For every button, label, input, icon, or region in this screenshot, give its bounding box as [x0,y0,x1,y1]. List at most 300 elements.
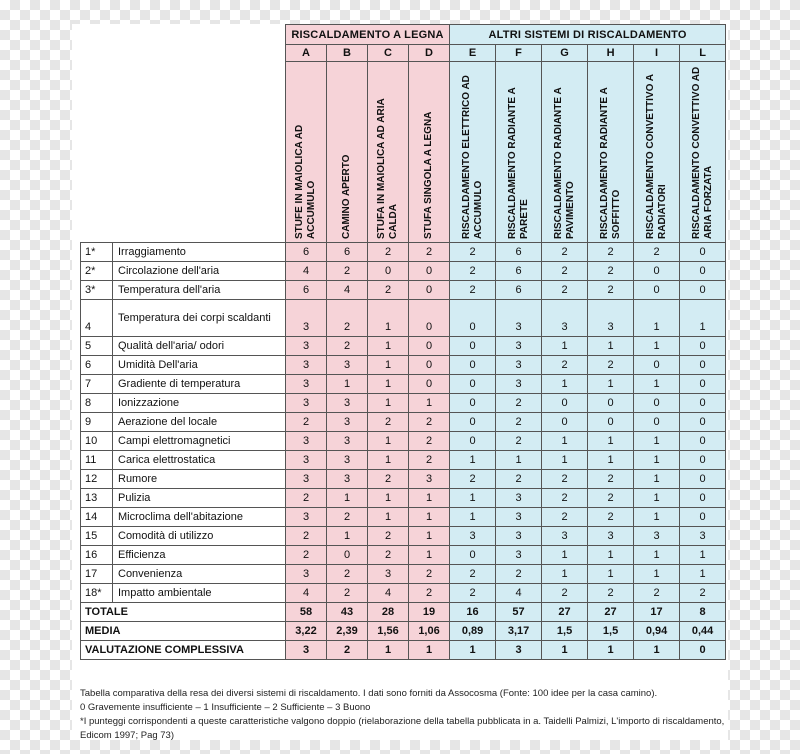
score-cell: 0 [450,356,496,375]
score-cell: 1 [409,527,450,546]
score-cell: 3 [634,527,680,546]
score-cell: 1 [634,546,680,565]
score-cell: 2 [542,243,588,262]
score-cell: 2 [286,413,327,432]
column-letter-c: C [368,45,409,62]
score-cell: 1 [634,337,680,356]
score-cell: 2 [368,413,409,432]
score-cell: 1 [588,451,634,470]
score-cell: 0 [450,413,496,432]
criterion-label: Rumore [113,470,286,489]
summary-value: 3,17 [496,622,542,641]
score-cell: 0 [680,243,726,262]
score-cell: 2 [588,508,634,527]
criterion-label: Pulizia [113,489,286,508]
row-number: 6 [81,356,113,375]
score-cell: 0 [680,262,726,281]
criterion-label: Temperatura dei corpi scaldanti [113,300,286,337]
summary-value: 2 [327,641,368,660]
table-row [81,565,726,584]
score-cell: 0 [680,337,726,356]
score-cell: 3 [496,546,542,565]
summary-value: 1 [368,641,409,660]
column-header-i [634,62,680,243]
row-number: 11 [81,451,113,470]
table-row [81,300,726,337]
row-number: 7 [81,375,113,394]
row-number: 17 [81,565,113,584]
column-header-h [588,62,634,243]
score-cell: 0 [450,337,496,356]
score-cell: 3 [327,413,368,432]
score-cell: 4 [496,584,542,603]
score-cell: 3 [286,337,327,356]
table-row [81,337,726,356]
column-letter-g: G [542,45,588,62]
row-number: 3* [81,281,113,300]
table-row [81,394,726,413]
score-cell: 2 [542,470,588,489]
score-cell: 2 [542,584,588,603]
score-cell: 0 [634,413,680,432]
score-cell: 1 [368,394,409,413]
score-cell: 3 [286,375,327,394]
column-header-b [327,62,368,243]
score-cell: 0 [450,546,496,565]
row-number: 2* [81,262,113,281]
column-name: CAMINO APERTO [341,154,352,239]
summary-value: 3 [496,641,542,660]
summary-value: 43 [327,603,368,622]
score-cell: 3 [496,375,542,394]
column-header-g [542,62,588,243]
score-cell: 1 [368,489,409,508]
score-cell: 3 [286,432,327,451]
criterion-label: Comodità di utilizzo [113,527,286,546]
score-cell: 4 [327,281,368,300]
score-cell: 0 [588,413,634,432]
score-cell: 1 [634,300,680,337]
score-cell: 3 [588,300,634,337]
criterion-label: Impatto ambientale [113,584,286,603]
score-cell: 3 [588,527,634,546]
score-cell: 1 [409,394,450,413]
column-header-f [496,62,542,243]
score-cell: 2 [286,527,327,546]
column-name: STUFA IN MAIOLICA AD ARIA CALDA [376,98,399,239]
score-cell: 3 [327,451,368,470]
summary-row-media [81,622,726,641]
score-cell: 2 [634,243,680,262]
score-cell: 3 [542,527,588,546]
table-row [81,527,726,546]
score-cell: 0 [680,413,726,432]
score-cell: 6 [496,262,542,281]
score-cell: 0 [680,470,726,489]
score-cell: 2 [409,413,450,432]
score-cell: 1 [634,375,680,394]
score-cell: 1 [542,375,588,394]
score-cell: 1 [542,546,588,565]
summary-value: 1 [542,641,588,660]
summary-value: 1,5 [588,622,634,641]
row-number: 1* [81,243,113,262]
column-name: STUFA SINGOLA A LEGNA [423,111,435,239]
score-cell: 2 [327,565,368,584]
score-cell: 0 [634,394,680,413]
summary-value: 3,22 [286,622,327,641]
group-header-wood: RISCALDAMENTO A LEGNA [286,25,450,45]
score-cell: 2 [496,394,542,413]
score-cell: 2 [327,300,368,337]
score-cell: 1 [588,565,634,584]
score-cell: 0 [680,394,726,413]
column-name: STUFE IN MAIOLICA AD ACCUMULO [294,124,317,239]
score-cell: 1 [368,337,409,356]
row-number: 4 [81,300,113,337]
score-cell: 0 [680,451,726,470]
summary-value: 27 [542,603,588,622]
summary-value: 1 [409,641,450,660]
score-cell: 2 [588,489,634,508]
table-row [81,413,726,432]
score-cell: 2 [409,451,450,470]
score-cell: 1 [680,565,726,584]
score-cell: 1 [634,565,680,584]
score-cell: 1 [496,451,542,470]
score-cell: 2 [634,584,680,603]
summary-label: MEDIA [81,622,286,641]
score-cell: 1 [634,470,680,489]
column-name: RISCALDAMENTO RADIANTE A PAVIMENTO [552,87,576,239]
score-cell: 2 [368,470,409,489]
score-cell: 3 [450,527,496,546]
column-header-a [286,62,327,243]
table-row [81,584,726,603]
score-cell: 3 [496,508,542,527]
summary-label: VALUTAZIONE COMPLESSIVA [81,641,286,660]
score-cell: 2 [496,565,542,584]
score-cell: 3 [327,470,368,489]
summary-value: 1,56 [368,622,409,641]
score-cell: 4 [286,584,327,603]
criterion-label: Carica elettrostatica [113,451,286,470]
score-cell: 3 [286,508,327,527]
score-cell: 2 [588,243,634,262]
score-cell: 0 [409,262,450,281]
score-cell: 0 [409,337,450,356]
score-cell: 1 [368,356,409,375]
score-cell: 2 [409,432,450,451]
criterion-label: Temperatura dell'aria [113,281,286,300]
score-cell: 3 [327,356,368,375]
score-cell: 1 [368,375,409,394]
header-spacer [81,45,286,62]
score-cell: 2 [542,262,588,281]
score-cell: 2 [588,584,634,603]
score-cell: 1 [680,300,726,337]
column-letter-h: H [588,45,634,62]
comparison-table [80,24,726,660]
score-cell: 3 [286,565,327,584]
row-number: 14 [81,508,113,527]
score-cell: 2 [588,356,634,375]
score-cell: 0 [450,394,496,413]
criterion-label: Convenienza [113,565,286,584]
criterion-label: Campi elettromagnetici [113,432,286,451]
summary-value: 0,89 [450,622,496,641]
score-cell: 3 [542,300,588,337]
score-cell: 1 [409,489,450,508]
score-cell: 0 [409,356,450,375]
column-name: RISCALDAMENTO RADIANTE A SOFFITTO [598,87,622,239]
score-cell: 6 [496,243,542,262]
summary-value: 0 [680,641,726,660]
table-row [81,243,726,262]
score-cell: 2 [450,262,496,281]
score-cell: 3 [286,394,327,413]
note-line: 0 Gravemente insufficiente – 1 Insufficiente – 2 Sufficiente – 3 Buono [80,702,371,713]
score-cell: 2 [327,262,368,281]
score-cell: 3 [286,470,327,489]
score-cell: 2 [588,262,634,281]
score-cell: 4 [286,262,327,281]
column-letter-l: L [680,45,726,62]
summary-value: 1 [450,641,496,660]
note-line: Edicom 1997; Pag 73) [80,730,175,741]
score-cell: 2 [327,584,368,603]
score-cell: 2 [409,565,450,584]
criterion-label: Gradiente di temperatura [113,375,286,394]
score-cell: 2 [450,470,496,489]
summary-value: 28 [368,603,409,622]
criterion-label: Efficienza [113,546,286,565]
score-cell: 2 [680,584,726,603]
score-cell: 0 [634,281,680,300]
row-number: 16 [81,546,113,565]
score-cell: 1 [327,527,368,546]
score-cell: 0 [634,356,680,375]
row-number: 15 [81,527,113,546]
row-number: 12 [81,470,113,489]
summary-value: 19 [409,603,450,622]
score-cell: 2 [542,281,588,300]
score-cell: 1 [409,546,450,565]
score-cell: 1 [368,300,409,337]
column-letter-b: B [327,45,368,62]
column-header-d [409,62,450,243]
score-cell: 1 [542,337,588,356]
column-letter-d: D [409,45,450,62]
score-cell: 2 [368,281,409,300]
criterion-label: Aerazione del locale [113,413,286,432]
score-cell: 0 [680,432,726,451]
score-cell: 1 [588,375,634,394]
score-cell: 0 [409,375,450,394]
score-cell: 2 [450,281,496,300]
column-name: RISCALDAMENTO RADIANTE A PARETE [506,87,530,239]
score-cell: 1 [680,546,726,565]
score-cell: 2 [409,584,450,603]
summary-value: 1,06 [409,622,450,641]
column-header-c [368,62,409,243]
score-cell: 2 [327,337,368,356]
score-cell: 2 [542,489,588,508]
criterion-label: Umidità Dell'aria [113,356,286,375]
score-cell: 0 [450,432,496,451]
score-cell: 1 [368,432,409,451]
score-cell: 2 [450,565,496,584]
score-cell: 1 [542,565,588,584]
score-cell: 2 [496,470,542,489]
summary-row-valutazione-complessiva [81,641,726,660]
column-name: RISCALDAMENTO CONVETTIVO A RADIATORI [644,74,668,239]
column-letter-e: E [450,45,496,62]
score-cell: 3 [680,527,726,546]
score-cell: 3 [286,451,327,470]
row-number: 9 [81,413,113,432]
score-cell: 1 [327,375,368,394]
table-row [81,375,726,394]
criterion-label: Qualità dell'aria/ odori [113,337,286,356]
score-cell: 0 [450,375,496,394]
score-cell: 2 [542,356,588,375]
score-cell: 1 [450,489,496,508]
table-row [81,356,726,375]
table-row [81,489,726,508]
table-row [81,470,726,489]
score-cell: 1 [634,451,680,470]
score-cell: 1 [634,508,680,527]
score-cell: 3 [496,300,542,337]
score-cell: 1 [542,432,588,451]
summary-label: TOTALE [81,603,286,622]
table-row [81,508,726,527]
score-cell: 3 [286,300,327,337]
score-cell: 2 [368,546,409,565]
group-header-other: ALTRI SISTEMI DI RISCALDAMENTO [450,25,726,45]
summary-value: 3 [286,641,327,660]
summary-value: 57 [496,603,542,622]
score-cell: 1 [368,451,409,470]
summary-value: 0,44 [680,622,726,641]
score-cell: 0 [680,281,726,300]
score-cell: 3 [496,527,542,546]
score-cell: 3 [496,337,542,356]
score-cell: 0 [409,281,450,300]
summary-value: 1 [588,641,634,660]
summary-value: 17 [634,603,680,622]
score-cell: 1 [588,337,634,356]
score-cell: 3 [409,470,450,489]
criterion-label: Microclima dell'abitazione [113,508,286,527]
row-number: 18* [81,584,113,603]
summary-value: 1,5 [542,622,588,641]
score-cell: 0 [634,262,680,281]
header-spacer [81,25,286,45]
score-cell: 2 [450,584,496,603]
score-cell: 3 [368,565,409,584]
score-cell: 0 [542,394,588,413]
score-cell: 2 [496,413,542,432]
column-name: RISCALDAMENTO ELETTRICO AD ACCUMULO [460,75,484,239]
score-cell: 1 [450,451,496,470]
score-cell: 2 [286,489,327,508]
column-letter-i: I [634,45,680,62]
row-number: 5 [81,337,113,356]
score-cell: 0 [409,300,450,337]
score-cell: 2 [409,243,450,262]
column-header-l [680,62,726,243]
summary-value: 2,39 [327,622,368,641]
summary-value: 0,94 [634,622,680,641]
score-cell: 0 [680,375,726,394]
score-cell: 2 [588,281,634,300]
summary-value: 27 [588,603,634,622]
score-cell: 1 [542,451,588,470]
column-name: RISCALDAMENTO CONVETTIVO AD ARIA FORZATA [690,66,714,239]
score-cell: 2 [450,243,496,262]
score-cell: 2 [327,508,368,527]
score-cell: 0 [680,356,726,375]
note-line: Tabella comparativa della resa dei diversi sistemi di riscaldamento. I dati sono forniti da Assocosma (Fonte: 100 idee per la casa camino). [80,688,658,699]
table-notes [80,687,725,743]
score-cell: 0 [588,394,634,413]
column-header-e [450,62,496,243]
score-cell: 6 [286,243,327,262]
column-letter-a: A [286,45,327,62]
score-cell: 4 [368,584,409,603]
score-cell: 0 [680,489,726,508]
score-cell: 1 [327,489,368,508]
score-cell: 2 [588,470,634,489]
note-line: *I punteggi corrispondenti a queste caratteristiche valgono doppio (rielaborazione della tabella pubblicata in a. Taidelli Palmizi, L'importo di riscaldamento, [80,716,725,727]
criterion-label: Circolazione dell'aria [113,262,286,281]
header-spacer [81,62,286,243]
score-cell: 0 [327,546,368,565]
score-cell: 3 [286,356,327,375]
summary-value: 58 [286,603,327,622]
score-cell: 1 [450,508,496,527]
score-cell: 6 [286,281,327,300]
score-cell: 0 [542,413,588,432]
table-row [81,432,726,451]
row-number: 13 [81,489,113,508]
score-cell: 2 [286,546,327,565]
score-cell: 2 [368,527,409,546]
score-cell: 3 [496,489,542,508]
score-cell: 3 [327,432,368,451]
table-row [81,262,726,281]
score-cell: 1 [634,489,680,508]
summary-value: 1 [634,641,680,660]
score-cell: 0 [450,300,496,337]
score-cell: 2 [368,243,409,262]
score-cell: 1 [634,432,680,451]
summary-row-totale [81,603,726,622]
table-row [81,451,726,470]
score-cell: 6 [496,281,542,300]
score-cell: 1 [368,508,409,527]
document-page [72,24,728,740]
table-row [81,281,726,300]
table-row [81,546,726,565]
score-cell: 6 [327,243,368,262]
score-cell: 1 [409,508,450,527]
score-cell: 1 [588,432,634,451]
row-number: 8 [81,394,113,413]
score-cell: 3 [327,394,368,413]
